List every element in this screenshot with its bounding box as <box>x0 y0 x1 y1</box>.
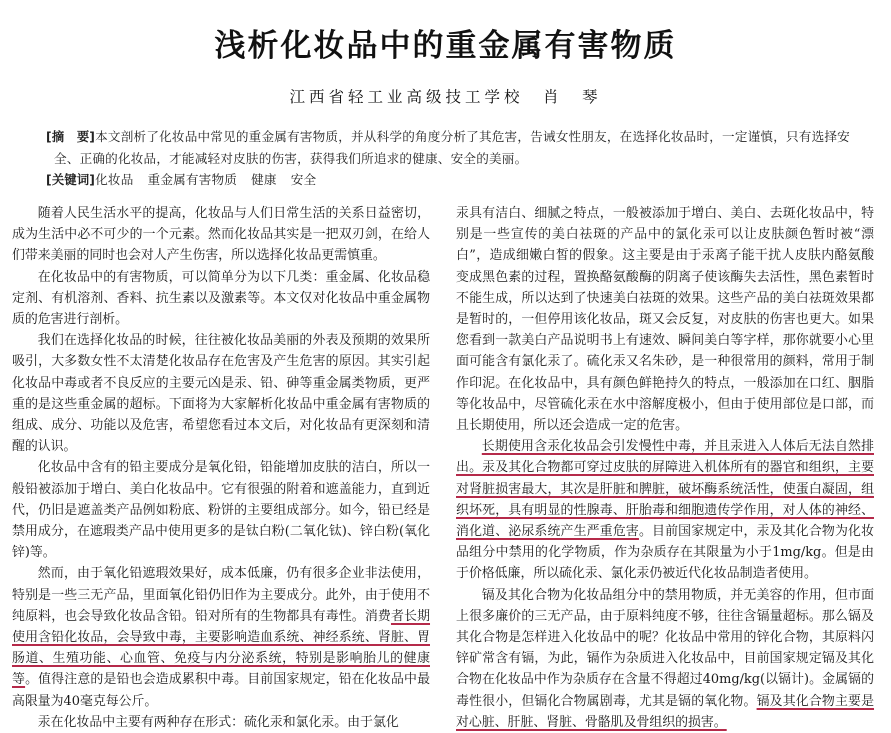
lead-harm-text: 然而，由于氧化铅遮瑕效果好，成本低廉，仍有很多企业非法使用，特别是一些三无产品，里面氧化铅仍旧作为主要成分。此外，由于使用不纯原料，也会导致化妆品含铅。铅对所有的生物都具有毒性。消费 <box>12 566 430 624</box>
underlined-lead-harm: 者长期使用含铅化妆品，会导致中毒，主要影响造血系统、神经系统、肾脏、胃肠道、生殖功能、心血管、免疫与内分泌系统，特别是影响胎儿的健康等 <box>12 608 431 688</box>
paragraph-lead-harm <box>12 563 430 711</box>
lead-limit-text: 。值得注意的是铅也会造成累积中毒。目前国家规定，铅在化妆品中最高限量为40毫克每公斤。 <box>12 672 431 709</box>
keywords-paragraph <box>36 169 856 191</box>
keyword: 健康 <box>251 172 277 187</box>
abstract-tag: [摘 要] <box>46 130 96 144</box>
paragraph-mercury-intro: 汞在化妆品中主要有两种存在形式：硫化汞和氯化汞。由于氯化 <box>37 714 399 730</box>
paragraph-mercury-harm <box>456 436 874 584</box>
paragraph-harmful-categories: 在化妆品中的有害物质，可以简单分为以下几类：重金属、化妆品稳定剂、有机溶剂、香料、抗生素以及激素等。本文仅对化妆品中重金属物质的危害进行剖析。 <box>12 269 430 328</box>
left-column <box>12 203 430 733</box>
article-title: 浅析化妆品中的重金属有害物质 <box>214 28 677 64</box>
paragraph-heavy-metals-overview: 我们在选择化妆品的时候，往往被化妆品美丽的外表及预期的效果所吸引，大多数女性不太清楚化妆品存在危害及产生危害的原因。其实引起化妆品中毒或者不良反应的主要元凶是汞、铅、砷等重金属类物质，更严重的是这些重金属的超标。下面将为大家解析化妆品中重金属有害物质的组成、成分、功能以及危害，希望您看过本文后，对化妆品有更深刻和清醒的认识。 <box>12 333 430 455</box>
abstract-text: 本文剖析了化妆品中常见的重金属有害物质，并从科学的角度分析了其危害，告诫女性朋友，在选择化妆品时，一定谨慎，只有选择安全、正确的化妆品，才能减轻对皮肤的伤害，获得我们所追求的健康、安全的美丽。 <box>54 129 850 166</box>
keyword: 化妆品 <box>95 172 134 187</box>
paragraph-intro: 随着人民生活水平的提高，化妆品与人们日常生活的关系日益密切，成为生活中必不可少的一个元素。然而化妆品其实是一把双刃剑，在给人们带来美丽的同时也会对人产生伤害，所以选择化妆品更需慎重。 <box>12 206 430 264</box>
author-line: 江西省轻工业高级技工学校 肖 琴 <box>289 88 602 106</box>
keywords-tag: [关键词] <box>46 173 96 187</box>
paragraph-mercury-chloride: 汞具有洁白、细腻之特点，一般被添加于增白、美白、去斑化妆品中，特别是一些宣传的美白祛斑的产品中的氯化汞可以让皮肤颜色暂时被“漂白”，造成细嫩白皙的假象。这主要是由于汞离子能干扰人皮肤内酪氨酸变成黑色素的过程，置换酪氨酸酶的阴离子使该酶失去活性，黑色素暂时不能生成，所以达到了快速美白祛斑的效果。这些产品的美白祛斑效果都是暂时的，一但停用该化妆品，斑又会反复，对皮肤的伤害也更大。如果您看到一款美白产品说明书上有速效、瞬间美白等字样，那你就要小心里面可能含有氯化汞了。硫化汞又名朱砂，是一种很常用的颜料，常用于制作印泥。在化妆品中，具有颜色鲜艳持久的特点，一般添加在口红、胭脂等化妆品中，尽管硫化汞在水中溶解度极小，但由于使用部位是口部，而且长期使用，所以还会造成一定的危害。 <box>456 206 874 434</box>
keyword: 重金属有害物质 <box>147 172 238 187</box>
right-column <box>456 203 874 733</box>
underlined-cadmium-harm: 镉及其化合物主要是对心脏、肝脏、肾脏、骨骼肌及骨组织的损害。 <box>456 693 875 730</box>
abstract-block <box>36 126 856 191</box>
cadmium-text: 镉及其化合物为化妆品组分中的禁用物质，并无美容的作用，但市面上很多廉价的三无产品，由于原料纯度不够，往往含镉量超标。那么镉及其化合物是怎样进入化妆品中的呢？化妆品中常用的锌化合物，其原料闪锌矿常含有镉，为此，镉作为杂质进入化妆品中，目前国家规定镉及其化合物在化妆品中作为杂质存在含量不得超过40mg/kg(以镉计)。金属镉的毒性很小，但镉化合物属剧毒，尤其是镉的氧化物。 <box>456 587 874 709</box>
keyword: 安全 <box>290 172 317 187</box>
paragraph-lead: 化妆品中含有的铅主要成分是氧化铅，铅能增加皮肤的洁白，所以一般铅被添加于增白、美白化妆品中。它有很强的附着和遮盖能力，直到近代，仍旧是遮盖类产品例如粉底、粉饼的主要组成部分。如今，铅已经是禁用成分，在遮瑕类产品中使用更多的是钛白粉(二氧化钛)、锌白粉(氧化锌)等。 <box>12 460 430 561</box>
mercury-limit-text: 。目前国家规定中，汞及其化合物为化妆品组分中禁用的化学物质，作为杂质存在其限量为小于1mg/kg。但是由于价格低廉，所以硫化汞、氯化汞仍被近代化妆品制造者使用。 <box>456 524 874 582</box>
paragraph-cadmium <box>456 585 874 733</box>
underlined-mercury-harm: 长期使用含汞化妆品会引发慢性中毒，并且汞进入人体后无法自然排出。汞及其化合物都可穿过皮肤的屏障进入机体所有的器官和组织，主要对肾脏损害最大，其次是肝脏和脾脏，破坏酶系统活性，使蛋白凝固，组织坏死，具有明显的性腺毒、肝胎毒和细胞遗传学作用，对人体的神经、消化道、泌尿系统产生严重危害 <box>456 439 874 540</box>
abstract-paragraph <box>36 126 856 169</box>
